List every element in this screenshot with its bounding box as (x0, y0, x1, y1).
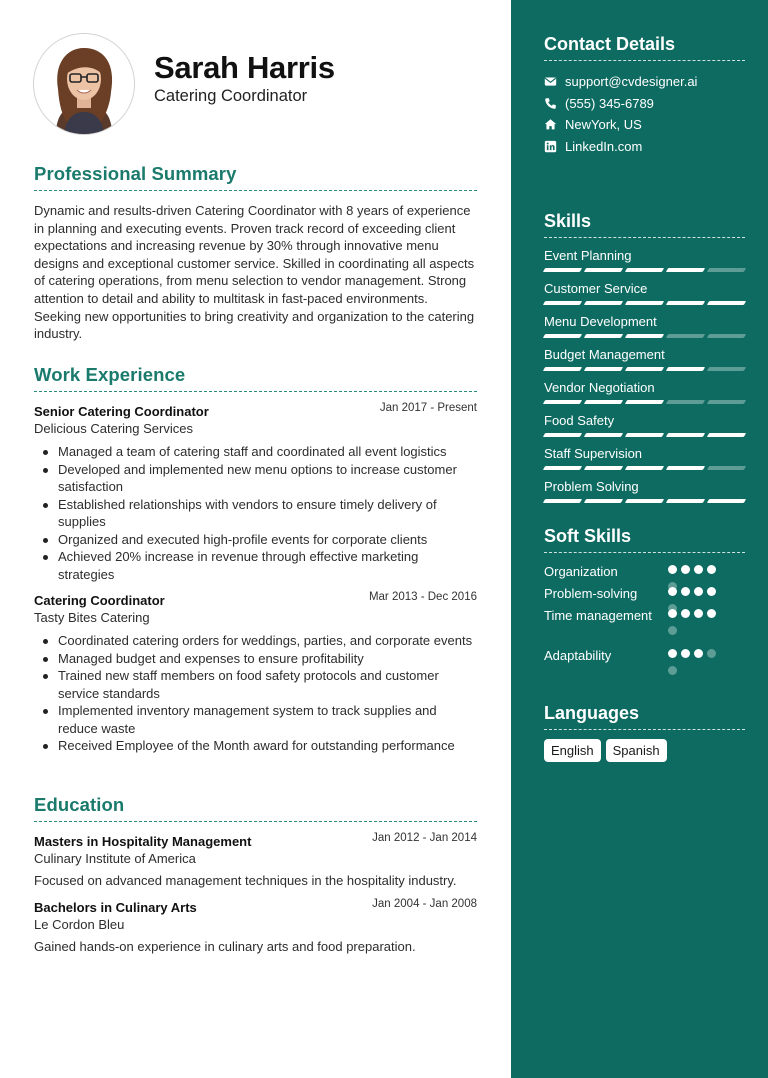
education-date: Jan 2004 - Jan 2008 (372, 898, 477, 910)
soft-skill-item (544, 563, 745, 585)
rating-dot (681, 565, 690, 574)
job-bullet: Implemented inventory management system to track supplies and reduce waste (34, 702, 477, 737)
job-entry (34, 591, 477, 755)
skill-level-segment (625, 268, 664, 272)
rating-dot (668, 565, 677, 574)
soft-skill-name: Adaptability (544, 648, 612, 663)
skill-level-segment (543, 433, 582, 437)
languages-heading: Languages (544, 703, 745, 730)
summary-heading: Professional Summary (34, 163, 477, 191)
soft-skill-name: Time management (544, 608, 652, 623)
job-bullet: Established relationships with vendors to ensure timely delivery of supplies (34, 496, 477, 531)
skill-level-segment (666, 367, 705, 371)
skill-level-segment (707, 433, 746, 437)
degree-name: Bachelors in Culinary Arts (34, 900, 197, 915)
skill-level-segment (707, 466, 746, 470)
skill-level-segment (543, 400, 582, 404)
language-badge: Spanish (606, 739, 667, 762)
job-date: Mar 2013 - Dec 2016 (368, 591, 477, 603)
rating-dot (694, 565, 703, 574)
skill-level-segment (584, 400, 623, 404)
skill-level-segment (543, 466, 582, 470)
resume-header (0, 0, 511, 150)
school-name: Le Cordon Bleu (34, 917, 125, 932)
job-bullets (34, 632, 477, 755)
skill-level-segment (543, 301, 582, 305)
skill-name: Food Safety (544, 413, 615, 428)
job-date: Jan 2017 - Present (379, 402, 477, 414)
skill-item (544, 347, 745, 371)
soft-skill-name: Organization (544, 564, 618, 579)
skill-level-segment (625, 466, 664, 470)
soft-skill-item (544, 647, 745, 687)
job-role: Catering Coordinator (34, 593, 165, 608)
skill-level-segment (666, 400, 705, 404)
language-badge: English (544, 739, 601, 762)
candidate-title: Catering Coordinator (154, 87, 308, 105)
job-bullet: Developed and implemented new menu options to increase customer satisfaction (34, 461, 477, 496)
skill-level-segment (707, 301, 746, 305)
phone-icon (544, 96, 565, 110)
school-name: Culinary Institute of America (34, 851, 196, 866)
skill-level-segment (625, 499, 664, 503)
rating-dot (707, 649, 716, 658)
rating-dot (668, 626, 677, 635)
job-company: Tasty Bites Catering (34, 610, 150, 625)
education-date: Jan 2012 - Jan 2014 (372, 832, 477, 844)
skill-level-segment (584, 499, 623, 503)
contact-location (544, 114, 745, 136)
education-heading: Education (34, 794, 477, 822)
skill-level-bar (544, 499, 745, 503)
soft-skills-section (544, 526, 745, 687)
rating-dot (707, 587, 716, 596)
contact-phone[interactable] (544, 93, 745, 115)
rating-dot (681, 587, 690, 596)
skill-level-segment (543, 499, 582, 503)
job-bullet: Received Employee of the Month award for outstanding performance (34, 737, 477, 755)
skill-level-segment (543, 334, 582, 338)
envelope-icon (544, 75, 565, 89)
contact-list (544, 71, 745, 157)
skill-level-bar (544, 268, 745, 272)
skill-level-segment (584, 466, 623, 470)
skill-level-segment (666, 466, 705, 470)
job-bullet: Organized and executed high-profile events for corporate clients (34, 531, 477, 549)
contact-phone-text: (555) 345-6789 (565, 95, 654, 111)
education-description: Gained hands-on experience in culinary arts and food preparation. (34, 939, 416, 954)
skill-level-segment (707, 334, 746, 338)
skill-level-segment (584, 367, 623, 371)
skill-level-bar (544, 433, 745, 437)
skills-heading: Skills (544, 211, 745, 238)
contact-section (544, 34, 745, 157)
candidate-name: Sarah Harris (154, 50, 335, 85)
skill-level-segment (707, 499, 746, 503)
contact-linkedin[interactable] (544, 136, 745, 158)
skill-level-bar (544, 466, 745, 470)
job-bullet: Managed budget and expenses to ensure profitability (34, 650, 477, 668)
soft-skill-name: Problem-solving (544, 586, 638, 601)
rating-dot (668, 649, 677, 658)
skill-level-bar (544, 334, 745, 338)
job-bullet: Trained new staff members on food safety protocols and customer service standards (34, 667, 477, 702)
experience-heading: Work Experience (34, 364, 477, 392)
skill-level-segment (707, 400, 746, 404)
rating-dot (707, 609, 716, 618)
skill-item (544, 446, 745, 470)
skill-name: Customer Service (544, 281, 648, 296)
job-bullets (34, 443, 477, 583)
summary-section (34, 163, 477, 343)
job-bullet: Achieved 20% increase in revenue through effective marketing strategies (34, 548, 477, 583)
contact-linkedin-text: LinkedIn.com (565, 138, 643, 154)
skill-level-segment (584, 268, 623, 272)
skill-item (544, 413, 745, 437)
skill-level-bar (544, 400, 745, 404)
experience-section (34, 364, 477, 755)
job-bullet: Coordinated catering orders for weddings, parties, and corporate events (34, 632, 477, 650)
skill-level-segment (543, 367, 582, 371)
skill-name: Staff Supervision (544, 446, 643, 461)
skill-level-segment (666, 268, 705, 272)
rating-dot (707, 565, 716, 574)
skill-level-segment (666, 499, 705, 503)
rating-dot (694, 649, 703, 658)
soft-skills-heading: Soft Skills (544, 526, 745, 553)
skill-name: Vendor Negotiation (544, 380, 655, 395)
skill-level-segment (625, 367, 664, 371)
skill-name: Menu Development (544, 314, 657, 329)
linkedin-icon (544, 139, 565, 153)
skill-level-segment (625, 334, 664, 338)
languages-list (544, 739, 745, 762)
soft-skill-item (544, 607, 745, 647)
education-section (34, 794, 477, 955)
education-description: Focused on advanced management techniques in the hospitality industry. (34, 873, 457, 888)
skill-item (544, 479, 745, 503)
contact-email[interactable] (544, 71, 745, 93)
skill-item (544, 281, 745, 305)
skill-level-segment (707, 268, 746, 272)
job-bullet: Managed a team of catering staff and coordinated all event logistics (34, 443, 477, 461)
skills-section (544, 211, 745, 503)
rating-dot (681, 649, 690, 658)
skill-item (544, 314, 745, 338)
profile-photo-illustration (34, 34, 134, 134)
job-entry (34, 402, 477, 583)
skill-item (544, 380, 745, 404)
degree-name: Masters in Hospitality Management (34, 834, 252, 849)
soft-skills-list (544, 563, 745, 687)
skill-level-segment (666, 301, 705, 305)
skill-name: Budget Management (544, 347, 665, 362)
skills-list (544, 248, 745, 503)
contact-heading: Contact Details (544, 34, 745, 61)
languages-section (544, 703, 745, 762)
rating-dot (668, 666, 677, 675)
soft-skill-item (544, 585, 745, 607)
rating-dot (681, 609, 690, 618)
rating-dot (694, 587, 703, 596)
rating-dot (668, 609, 677, 618)
skill-level-bar (544, 301, 745, 305)
skill-item (544, 248, 745, 272)
skill-level-bar (544, 367, 745, 371)
skill-name: Event Planning (544, 248, 632, 263)
rating-dot (668, 587, 677, 596)
skill-level-segment (666, 334, 705, 338)
skill-level-segment (707, 367, 746, 371)
skill-level-segment (543, 268, 582, 272)
skill-level-segment (625, 301, 664, 305)
skill-level-segment (584, 301, 623, 305)
skill-name: Problem Solving (544, 479, 639, 494)
skill-level-segment (625, 433, 664, 437)
profile-photo (33, 33, 135, 135)
job-company: Delicious Catering Services (34, 421, 193, 436)
rating-dot (694, 609, 703, 618)
skill-level-segment (584, 433, 623, 437)
skill-level-segment (666, 433, 705, 437)
skill-level-segment (584, 334, 623, 338)
summary-text: Dynamic and results-driven Catering Coordinator with 8 years of experience in planning and executing events. Proven track record of exceeding client expectations and increasing revenue by 30% through innovative menu designs and exceptional customer service. Skilled in coordinating all aspects of catering operations, from menu selection to vendor management. Strong attention to detail and ability to multitask in fast-paced environments. Seeking new opportunities to bring creativity and organization to the catering industry. (34, 203, 475, 342)
home-icon (544, 118, 565, 132)
job-role: Senior Catering Coordinator (34, 404, 209, 419)
contact-email-text: support@cvdesigner.ai (565, 74, 698, 90)
sidebar (511, 0, 768, 1078)
education-entry (34, 898, 477, 955)
education-entry (34, 832, 477, 889)
contact-location-text: NewYork, US (565, 117, 642, 133)
skill-level-segment (625, 400, 664, 404)
